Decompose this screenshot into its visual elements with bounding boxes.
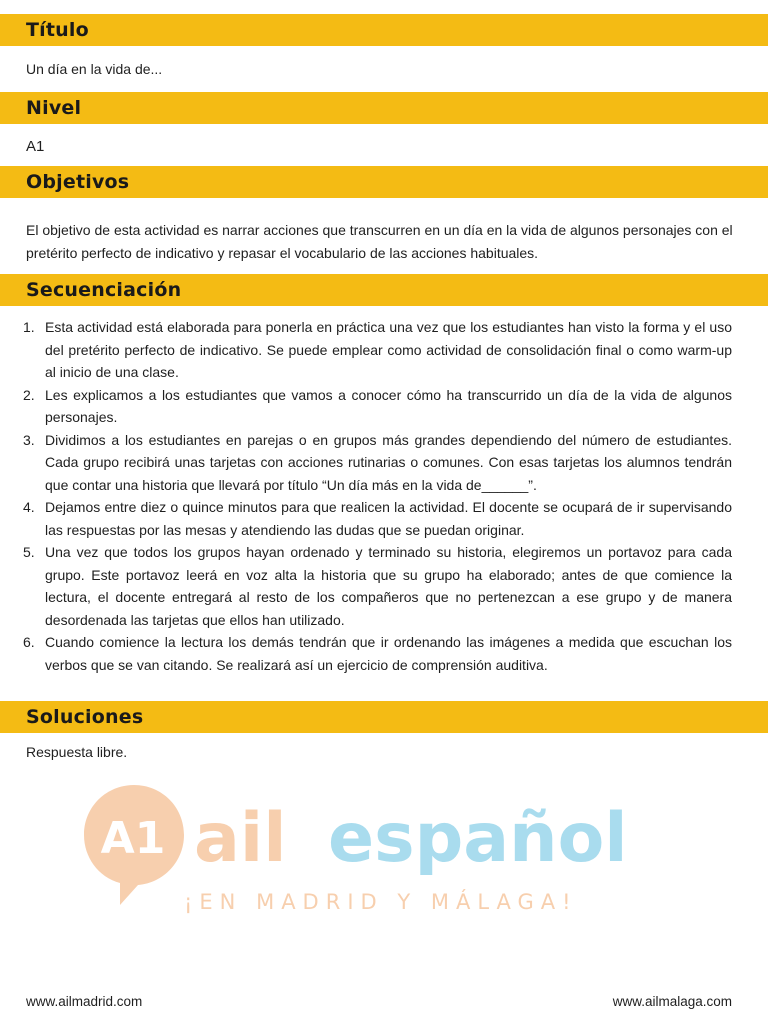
- list-item-text: Dividimos a los estudiantes en parejas o en grupos más grandes dependiendo del número de estudiantes. Cada grupo recibirá unas tarjetas con acciones rutinarias o comunes. Con esas tarjetas los alumnos tendrán que contar una historia que llevará por título “Un día más en la vida de______”.: [45, 431, 732, 493]
- list-item-text: Dejamos entre diez o quince minutos para que realicen la actividad. El docente se ocupará de ir supervisando las respuestas por las mesas y atendiendo las dudas que se puedan originar.: [45, 499, 732, 538]
- list-item: [20, 631, 732, 676]
- logo-tagline: ¡EN MADRID Y MÁLAGA!: [184, 890, 578, 914]
- section-header-soluciones: [0, 701, 768, 733]
- list-item-number: 4.: [23, 499, 35, 515]
- nivel-text: A1: [26, 138, 45, 155]
- list-item: [20, 496, 732, 541]
- section-header-nivel: [0, 92, 768, 124]
- secuenciacion-list: [20, 316, 732, 676]
- logo-brand-espanol: español: [328, 799, 628, 878]
- list-item-number: 2.: [23, 386, 35, 403]
- soluciones-text: Respuesta libre.: [26, 744, 128, 760]
- section-title-titulo: Título: [26, 19, 89, 41]
- list-item-text: Una vez que todos los grupos hayan ordenado y terminado su historia, elegiremos un portavoz para cada grupo. Este portavoz leerá en voz alta la historia que su grupo ha elaborado; antes de que comience la lectura, el docente entregará al resto de los compañeros que no pertenezcan a ese grupo y de manera desordenada las tarjetas que ellos han utilizado.: [45, 544, 732, 628]
- logo-badge-text: A1: [100, 813, 166, 864]
- list-item-text: Cuando comience la lectura los demás tendrán que ir ordenando las imágenes a medida que escuchan los verbos que se van citando. Se realizará así un ejercicio de comprensión auditiva.: [45, 634, 732, 673]
- list-item-number: 5.: [23, 544, 35, 560]
- section-title-nivel: Nivel: [26, 97, 82, 119]
- ail-espanol-logo: [84, 783, 644, 923]
- list-item-number: 6.: [23, 634, 35, 650]
- section-header-titulo: [0, 14, 768, 46]
- section-title-soluciones: Soluciones: [26, 706, 144, 728]
- titulo-text: Un día en la vida de...: [26, 61, 163, 77]
- section-header-objetivos: [0, 166, 768, 198]
- list-item: [20, 429, 732, 497]
- objetivos-text: El objetivo de esta actividad es narrar acciones que transcurren en un día en la vida de algunos personajes con el pretérito perfecto de indicativo y repasar el vocabulario de las acciones habituales.: [26, 222, 733, 261]
- footer-malaga-url[interactable]: www.ailmalaga.com: [612, 994, 732, 1009]
- list-item: [20, 316, 732, 384]
- list-item-text: Les explicamos a los estudiantes que vamos a conocer cómo ha transcurrido un día de la vida de algunos personajes.: [45, 386, 732, 425]
- list-item: [20, 384, 732, 429]
- footer-madrid-url[interactable]: www.ailmadrid.com: [26, 994, 143, 1009]
- list-item-number: 1.: [23, 319, 35, 335]
- list-item: [20, 541, 732, 631]
- section-title-secuenciacion: Secuenciación: [26, 279, 182, 301]
- list-item-number: 3.: [23, 431, 35, 448]
- logo-brand-ail: ail: [194, 799, 287, 878]
- section-title-objetivos: Objetivos: [26, 171, 130, 193]
- list-item-text: Esta actividad está elaborada para ponerla en práctica una vez que los estudiantes han visto la forma y el uso del pretérito perfecto de indicativo. Se puede emplear como actividad de consolidación final o como warm-up al inicio de una clase.: [45, 319, 732, 380]
- section-header-secuenciacion: [0, 274, 768, 306]
